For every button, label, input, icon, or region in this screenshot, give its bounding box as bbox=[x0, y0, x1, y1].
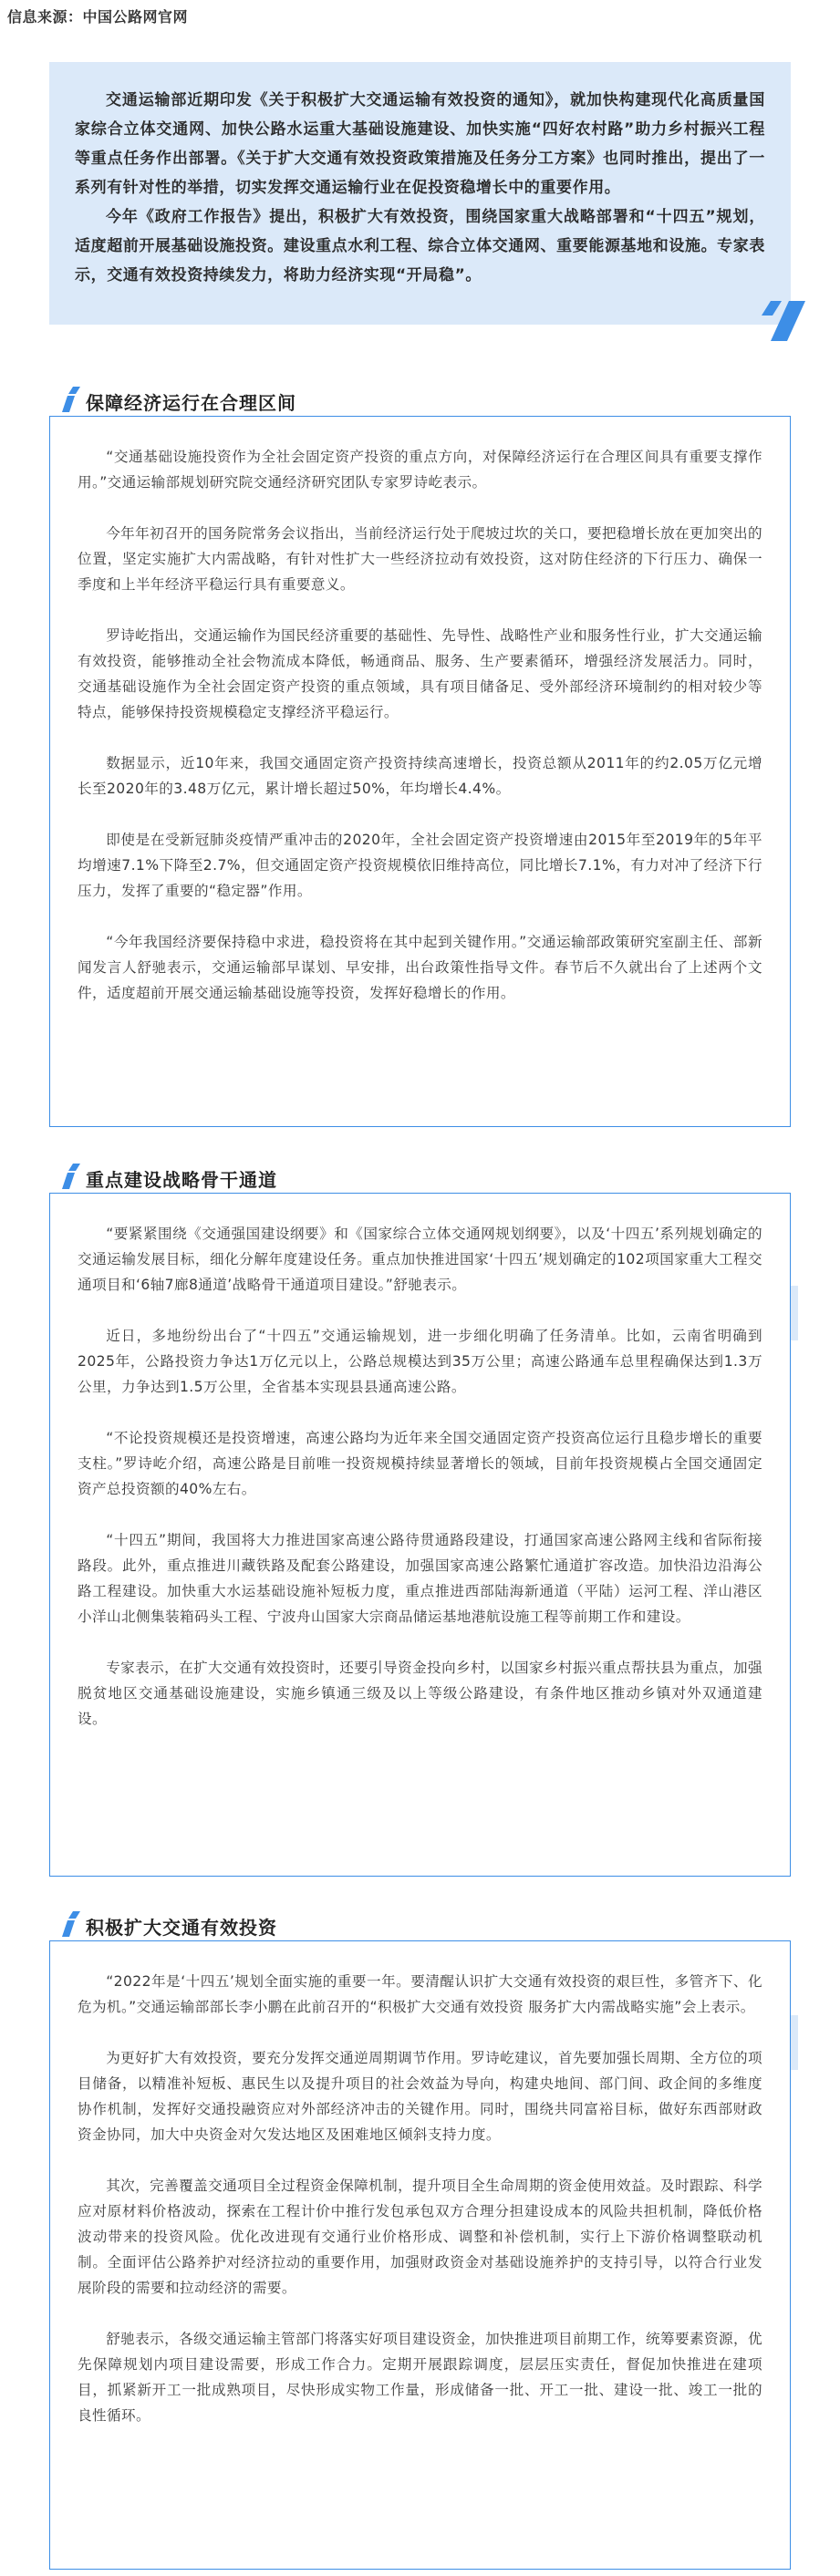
decorative-strip bbox=[791, 1286, 798, 1340]
decorative-strip bbox=[791, 2015, 798, 2070]
section-paragraph: “今年我国经济要保持稳中求进，稳投资将在其中起到关键作用。”交通运输部政策研究室副主任、部新闻发言人舒驰表示，交通运输部早谋划、早安排，出台政策性指导文件。春节后不久就出台了上述两个文件，适度超前开展交通运输基础设施等投资，发挥好稳增长的作用。 bbox=[78, 934, 762, 1001]
section-title: 重点建设战略骨干通道 bbox=[86, 1169, 277, 1191]
intro-paragraph: 今年《政府工作报告》提出，积极扩大有效投资，围绕国家重大战略部署和“十四五”规划，适度超前开展基础设施投资。建设重点水利工程、综合立体交通网、重要能源基地和设施。专家表示，交通有效投资持续发力，将助力经济实现“开局稳”。 bbox=[75, 208, 765, 284]
intro-summary-box bbox=[49, 62, 791, 325]
slash-stripes-icon bbox=[756, 295, 811, 350]
source-line: 信息来源：中国公路网官网 bbox=[7, 8, 189, 26]
section-paragraph: 为更好扩大有效投资，要充分发挥交通逆周期调节作用。罗诗屹建议，首先要加强长周期、全方位的项目储备，以精准补短板、惠民生以及提升项目的社会效益为导向，构建央地间、部门间、政企间的多维度协作机制，发挥好交通投融资应对外部经济冲击的关键作用。同时，围绕共同富裕目标，做好东西部财政资金协同，加大中央资金对欠发达地区及困难地区倾斜支持力度。 bbox=[78, 2050, 762, 2143]
section-paragraph: 近日，多地纷纷出台了“十四五”交通运输规划，进一步细化明确了任务清单。比如，云南省明确到2025年，公路投资力争达1万亿元以上，公路总规模达到35万公里；高速公路通车总里程确保达到1.3万公里，力争达到1.5万公里，全省基本实现县县通高速公路。 bbox=[78, 1328, 762, 1395]
heading-slash-icon bbox=[60, 1910, 84, 1938]
intro-paragraph: 交通运输部近期印发《关于积极扩大交通运输有效投资的通知》，就加快构建现代化高质量国家综合立体交通网、加快公路水运重大基础设施建设、加快实施“四好农村路”助力乡村振兴工程等重点任务作出部署。《关于扩大交通有效投资政策措施及任务分工方案》也同时推出，提出了一系列有针对性的举措，切实发挥交通运输行业在促投资稳增长中的重要作用。 bbox=[75, 91, 765, 197]
section-body bbox=[49, 1193, 791, 1877]
section-body bbox=[49, 416, 791, 1127]
section-heading bbox=[49, 383, 596, 419]
section-heading bbox=[49, 1160, 596, 1196]
heading-slash-icon bbox=[60, 1163, 84, 1190]
section-paragraph: “十四五”期间，我国将大力推进国家高速公路待贯通路段建设，打通国家高速公路网主线和省际衔接路段。此外，重点推进川藏铁路及配套公路建设，加强国家高速公路繁忙通道扩容改造。加快沿边沿海公路工程建设。加快重大水运基础设施补短板力度，重点推进西部陆海新通道（平陆）运河工程、洋山港区小洋山北侧集装箱码头工程、宁波舟山国家大宗商品储运基地港航设施工程等前期工作和建设。 bbox=[78, 1532, 762, 1625]
section-paragraph: “要紧紧围绕《交通强国建设纲要》和《国家综合立体交通网规划纲要》，以及‘十四五’系列规划确定的交通运输发展目标，细化分解年度建设任务。重点加快推进国家‘十四五’规划确定的102项国家重大工程交通项目和‘6轴7廊8通道’战略骨干通道项目建设。”舒驰表示。 bbox=[78, 1226, 762, 1293]
heading-slash-icon bbox=[60, 386, 84, 413]
section-paragraph: 数据显示，近10年来，我国交通固定资产投资持续高速增长，投资总额从2011年的约2.05万亿元增长至2020年的3.48万亿元，累计增长超过50%，年均增长4.4%。 bbox=[78, 755, 762, 797]
section-paragraph: “2022年是‘十四五’规划全面实施的重要一年。要清醒认识扩大交通有效投资的艰巨性，多管齐下、化危为机。”交通运输部部长李小鹏在此前召开的“积极扩大交通有效投资 服务扩大内需战略实施”会上表示。 bbox=[78, 1973, 762, 2015]
section-paragraph: 舒驰表示，各级交通运输主管部门将落实好项目建设资金，加快推进项目前期工作，统筹要素资源，优先保障规划内项目建设需要，形成工作合力。定期开展跟踪调度，层层压实责任，督促加快推进在建项目，抓紧新开工一批成熟项目，尽快形成实物工作量，形成储备一批、开工一批、建设一批、竣工一批的良性循环。 bbox=[78, 2331, 762, 2424]
section-title: 积极扩大交通有效投资 bbox=[86, 1917, 277, 1939]
section-title: 保障经济运行在合理区间 bbox=[86, 392, 296, 414]
section-heading bbox=[49, 1908, 596, 1944]
section-paragraph: “交通基础设施投资作为全社会固定资产投资的重点方向，对保障经济运行在合理区间具有重要支撑作用。”交通运输部规划研究院交通经济研究团队专家罗诗屹表示。 bbox=[78, 449, 762, 491]
section-paragraph: “不论投资规模还是投资增速，高速公路均为近年来全国交通固定资产投资高位运行且稳步增长的重要支柱。”罗诗屹介绍，高速公路是目前唯一投资规模持续显著增长的领域，目前年投资规模占全国交通固定资产总投资额的40%左右。 bbox=[78, 1430, 762, 1497]
section-paragraph: 即使是在受新冠肺炎疫情严重冲击的2020年，全社会固定资产投资增速由2015年至2019年的5年平均增速7.1%下降至2.7%，但交通固定资产投资规模依旧维持高位，同比增长7.1%，有力对冲了经济下行压力，发挥了重要的“稳定器”作用。 bbox=[78, 832, 762, 899]
section-paragraph: 专家表示，在扩大交通有效投资时，还要引导资金投向乡村，以国家乡村振兴重点帮扶县为重点，加强脱贫地区交通基础设施建设，实施乡镇通三级及以上等级公路建设，有条件地区推动乡镇对外双通道建设。 bbox=[78, 1660, 762, 1727]
section-body bbox=[49, 1940, 791, 2570]
section-paragraph: 其次，完善覆盖交通项目全过程资金保障机制，提升项目全生命周期的资金使用效益。及时跟踪、科学应对原材料价格波动，探索在工程计价中推行发包承包双方合理分担建设成本的风险共担机制，降低价格波动带来的投资风险。优化改进现有交通行业价格形成、调整和补偿机制，实行上下游价格调整联动机制。全面评估公路养护对经济拉动的重要作用，加强财政资金对基础设施养护的支持引导，以符合行业发展阶段的需要和拉动经济的需要。 bbox=[78, 2178, 762, 2296]
section-paragraph: 罗诗屹指出，交通运输作为国民经济重要的基础性、先导性、战略性产业和服务性行业，扩大交通运输有效投资，能够推动全社会物流成本降低，畅通商品、服务、生产要素循环，增强经济发展活力。同时，交通基础设施作为全社会固定资产投资的重点领域，具有项目储备足、受外部经济环境制约的相对较少等特点，能够保持投资规模稳定支撑经济平稳运行。 bbox=[78, 627, 762, 720]
section-paragraph: 今年年初召开的国务院常务会议指出，当前经济运行处于爬坡过坎的关口，要把稳增长放在更加突出的位置，坚定实施扩大内需战略，有针对性扩大一些经济拉动有效投资，这对防住经济的下行压力、确保一季度和上半年经济平稳运行具有重要意义。 bbox=[78, 525, 762, 593]
